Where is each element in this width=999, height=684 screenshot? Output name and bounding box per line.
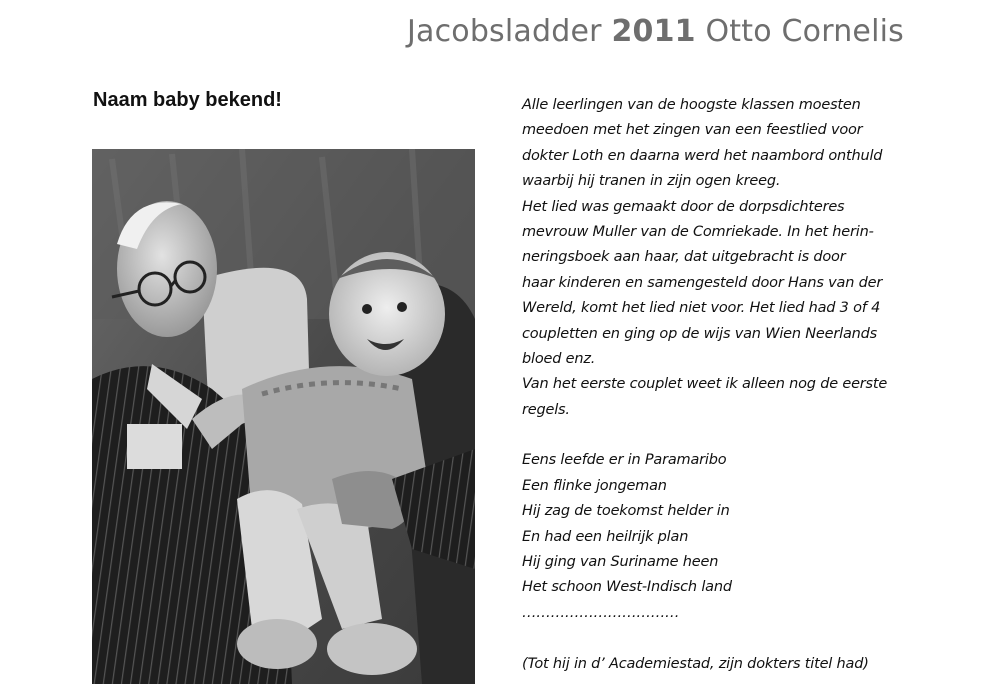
poem-ellipsis-line: …………………………… [522,604,680,621]
stanza-gap [522,626,922,651]
page-header [407,14,904,49]
poem-stanza [522,448,922,626]
paragraph-line: bloed enz. [522,350,596,367]
poem-line: Het schoon West-Indisch land [522,579,732,596]
poem-line: Een flinke jongeman [522,477,667,494]
paragraph-line: coupletten en ging op de wijs van Wien Neerlands [522,325,877,342]
article-paragraph [522,93,922,423]
poem-line: Hij zag de toekomst helder in [522,503,730,520]
paragraph-line: haar kinderen en samengesteld door Hans van der [522,274,883,291]
poem-line: Hij ging van Suriname heen [522,554,719,571]
paragraph-line: dokter Loth en daarna werd het naambord onthuld [522,147,883,164]
paragraph-line: Het lied was gemaakt door de dorpsdichteres [522,198,845,215]
paragraph-line: meedoen met het zingen van een feestlied voor [522,122,863,139]
paragraph-line: Alle leerlingen van de hoogste klassen moesten [522,97,861,113]
paragraph-line: neringsboek aan haar, dat uitgebracht is door [522,249,846,266]
paragraph-line: Van het eerste couplet weet ik alleen nog de eerste [522,376,888,393]
header-prefix: Jacobsladder [406,14,602,49]
article-title: Naam baby bekend! [93,89,282,111]
header-year: 2011 [611,14,696,49]
stanza-gap [522,423,922,448]
poem-line: Eens leefde er in Paramaribo [522,452,727,469]
paragraph-line: regels. [522,401,570,418]
closing-line: (Tot hij in d’ Academiestad, zijn dokters titel had) [522,655,869,672]
paragraph-line: waarbij hij tranen in zijn ogen kreeg. [522,173,781,190]
photo-elderly-man-with-baby [92,149,475,684]
poem-line: En had een heilrijk plan [522,528,689,545]
paragraph-line: mevrouw Muller van de Comriekade. In het herin- [522,223,874,240]
paragraph-line: Wereld, komt het lied niet voor. Het lied had 3 of 4 [522,300,881,317]
header-name: Otto Cornelis [705,14,904,49]
article-body [522,93,922,677]
